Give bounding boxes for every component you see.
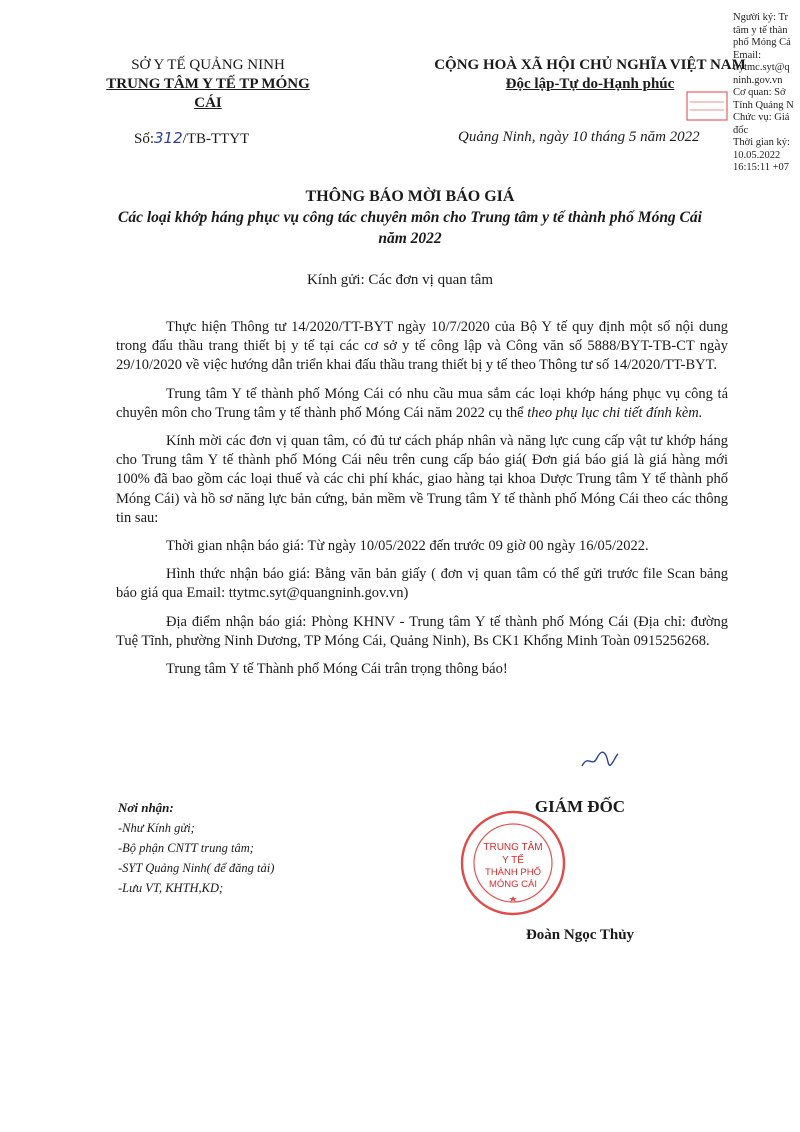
sig-line: Email:: [733, 49, 761, 61]
paragraph-need-text: Trung tâm Y tế thành phố Móng Cái có nhu cầu mua sắm các loại khớp háng phục vụ công tá chuyên môn cho Trung tâm y tế thành phố Móng Cái năm 2022 cụ thể: [116, 385, 728, 421]
paragraph-method: Hình thức nhận báo giá: Bằng văn bản giấy ( đơn vị quan tâm có thể gửi trước file Scan bảng báo giá qua Email: ttytmc.syt@quangninh.gov.vn): [116, 566, 728, 602]
paragraph-need: [116, 385, 728, 423]
country-name: CỘNG HOÀ XÃ HỘI CHỦ NGHĨA VIỆT NAM: [434, 57, 746, 73]
recipient-item: -Lưu VT, KHTH,KD;: [118, 881, 224, 895]
paragraph-closing: Trung tâm Y tế Thành phố Móng Cái trân trọng thông báo!: [166, 661, 508, 678]
issuing-organization: [96, 56, 320, 113]
seal-text-l3: THÀNH PHỐ: [485, 867, 541, 878]
sig-line: phố Móng Cá: [733, 37, 791, 48]
sig-line: đốc: [733, 124, 749, 136]
parent-agency: SỞ Y TẾ QUẢNG NINH: [131, 57, 285, 73]
paragraph-location: Địa điểm nhận báo giá: Phòng KHNV - Trung tâm Y tế thành phố Móng Cái (Địa chỉ: đường Tuệ Tĩnh, phường Ninh Dương, TP Móng Cái, Quảng Ninh), Bs CK1 Khổng Minh Toàn 0915256268.: [116, 613, 728, 649]
seal-text-l4: MÓNG CÁI: [488, 879, 538, 890]
recipients-list: [118, 798, 368, 898]
recipients-heading: Nơi nhận:: [118, 800, 174, 815]
sig-line: Thời gian ký:: [733, 137, 790, 148]
recipient-item: -SYT Quảng Ninh( để đăng tải): [118, 861, 275, 875]
seal-text-mid: Y TẾ: [502, 855, 524, 866]
sig-line: Người ký: Tr: [733, 12, 789, 23]
sig-line: Chức vụ: Giá: [733, 112, 790, 123]
sig-line: Tỉnh Quảng N: [733, 99, 794, 111]
recipient-item: -Bộ phận CNTT trung tâm;: [118, 841, 254, 855]
paragraph-time: Thời gian nhận báo giá: Từ ngày 10/05/2022 đến trước 09 giờ 00 ngày 16/05/2022.: [166, 538, 649, 555]
signer-position: GIÁM ĐỐC: [534, 797, 626, 816]
doc-number-suffix: /TB-TTYT: [182, 131, 250, 147]
sig-line: tâm y tế thàn: [733, 24, 788, 36]
seal-text-top: TRUNG TÂM: [483, 842, 543, 853]
official-seal-icon: [458, 808, 568, 918]
paragraph-legal-basis: Thực hiện Thông tư 14/2020/TT-BYT ngày 10/7/2020 của Bộ Y tế quy định một số nội dung trong đấu thầu trang thiết bị y tế tại các cơ sở y tế công lập và Công văn số 5888/BYT-TB-CT ngày 29/10/2020 về việc hướng dẫn triển khai đấu thầu trang thiết bị y tế theo Thông tư số 14/2020/TT-BYT.: [116, 319, 728, 374]
signer-name: Đoàn Ngọc Thủy: [525, 927, 635, 943]
initial-scribble-icon: [580, 748, 620, 772]
document-body: [116, 318, 728, 684]
sig-line: Cơ quan: Sở: [733, 87, 786, 98]
received-stamp-icon: [684, 86, 730, 126]
document-number: [134, 129, 249, 148]
sig-line: ttytmc.syt@q: [733, 62, 790, 73]
recipient-item: -Như Kính gửi;: [118, 821, 195, 835]
national-motto: Độc lập-Tự do-Hạnh phúc: [505, 76, 675, 92]
document-title: THÔNG BÁO MỜI BÁO GIÁ: [305, 188, 515, 205]
doc-number-prefix: Số:: [134, 131, 155, 147]
organization-name: TRUNG TÂM Y TẾ TP MÓNG CÁI: [106, 76, 310, 111]
sig-line: 16:15:11 +07: [733, 162, 789, 173]
document-subtitle: Các loại khớp háng phục vụ công tác chuyên môn cho Trung tâm y tế thành phố Móng Cái năm 2022: [118, 209, 702, 247]
sig-line: ninh.gov.vn: [733, 74, 783, 86]
place-and-date: Quảng Ninh, ngày 10 tháng 5 năm 2022: [458, 129, 700, 145]
greeting: Kính gửi: Các đơn vị quan tâm: [306, 272, 494, 288]
paragraph-invitation: Kính mời các đơn vị quan tâm, có đủ tư cách pháp nhân và năng lực cung cấp vật tư khớp háng cho Trung tâm Y tế thành phố Móng Cái nêu trên cung cấp báo giá( Đơn giá báo giá là giá hàng mới 100% đã bao gồm các loại thuế và các chi phí khác, giao hàng tại khoa Dược Trung tâm Y tế thành phố Móng Cái) và hồ sơ năng lực bản cứng, bản mềm về Trung tâm Y tế thành phố Móng Cái theo các thông tin sau:: [116, 433, 728, 526]
paragraph-need-appendix: theo phụ lục chi tiết đính kèm.: [527, 404, 703, 421]
sig-line: 10.05.2022: [733, 149, 781, 161]
doc-number-handwritten: 312: [154, 129, 183, 147]
